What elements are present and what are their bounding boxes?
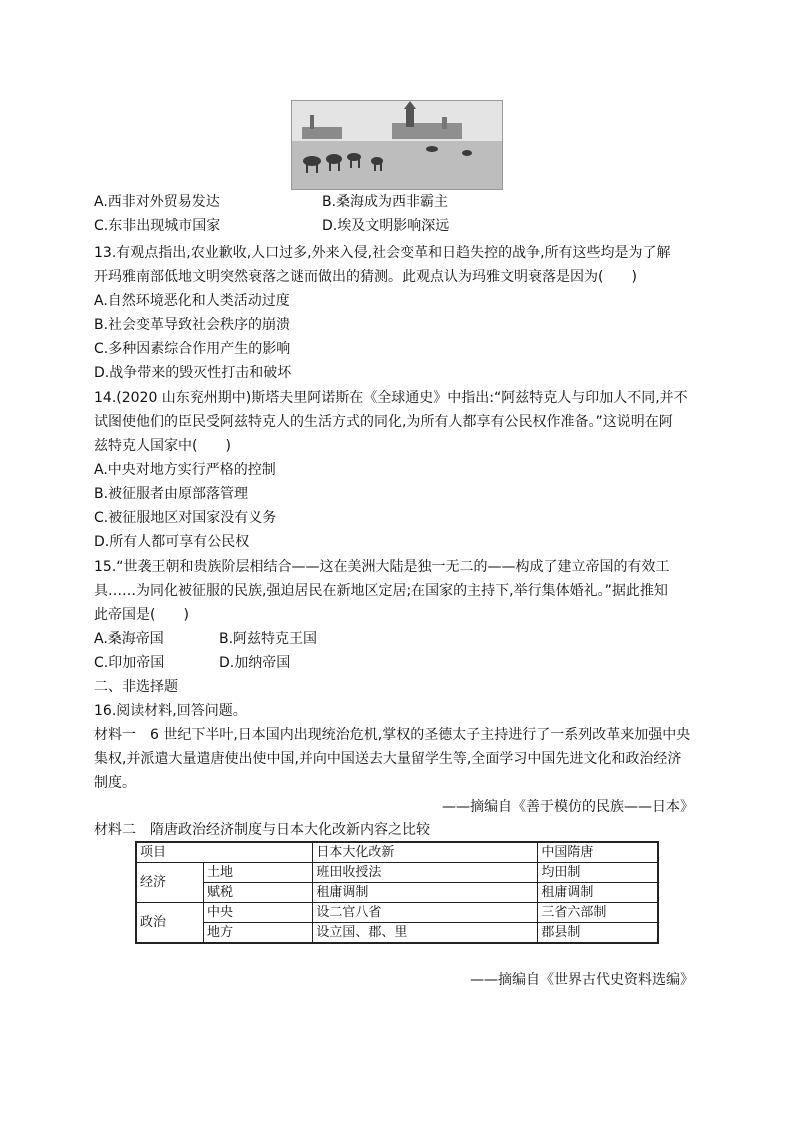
desert-city-caravan-image [292, 101, 502, 189]
table-row [136, 863, 658, 883]
header-cell-japan: 日本大化改新 [313, 842, 538, 863]
cell-china: 郡县制 [538, 923, 658, 944]
table-row [136, 903, 658, 923]
q14-option-b: B.被征服者由原部落管理 [94, 486, 249, 502]
q16-stem: 16.阅读材料,回答问题。 [94, 703, 247, 719]
q13-stem-line2: 开玛雅南部低地文明突然衰落之谜而做出的猜测。此观点认为玛雅文明衰落是因为( ) [94, 269, 637, 285]
q15-option-a: A.桑海帝国 [94, 631, 164, 647]
q13-option-c: C.多种因素综合作用产生的影响 [94, 341, 291, 357]
comparison-table [135, 841, 659, 944]
table-row [136, 923, 658, 944]
q14-stem-line2: 试图使他们的臣民受阿兹特克人的生活方式的同化,为所有人都享有公民权作准备。”这说明在阿 [94, 414, 673, 430]
q14-option-d: D.所有人都可享有公民权 [94, 534, 250, 550]
q13-option-b: B.社会变革导致社会秩序的崩溃 [94, 317, 291, 333]
cell-japan: 租庸调制 [313, 883, 538, 903]
q14-option-c: C.被征服地区对国家没有义务 [94, 510, 277, 526]
q15-stem-line3: 此帝国是( ) [94, 607, 189, 623]
row-label: 中央 [204, 903, 313, 923]
material1-source: ——摘编自《善于模仿的民族——日本》 [442, 799, 694, 815]
cell-japan: 班田收授法 [313, 863, 538, 883]
q13-option-d: D.战争带来的毁灭性打击和破坏 [94, 365, 292, 381]
material1-line3: 制度。 [94, 775, 136, 791]
cell-china: 租庸调制 [538, 883, 658, 903]
q13-option-a: A.自然环境恶化和人类活动过度 [94, 293, 290, 309]
q15-stem-line2: 具……为同化被征服的民族,强迫居民在新地区定居;在国家的主持下,举行集体婚礼。”据此推知 [94, 583, 668, 599]
q15-option-b: B.阿兹特克王国 [219, 631, 318, 647]
section-heading: 二、非选择题 [94, 679, 178, 695]
group-cell-economy: 经济 [136, 863, 204, 903]
row-label: 赋税 [204, 883, 313, 903]
q15-stem-line1: 15.“世袭王朝和贵族阶层相结合——这在美洲大陆是独一无二的——构成了建立帝国的有效工 [94, 559, 670, 575]
material2-title: 材料二 隋唐政治经济制度与日本大化改新内容之比较 [94, 822, 430, 838]
q12-option-c: C.东非出现城市国家 [94, 218, 221, 234]
material2-source: ——摘编自《世界古代史资料选编》 [470, 972, 694, 988]
group-cell-politics: 政治 [136, 903, 204, 944]
header-cell-china: 中国隋唐 [538, 842, 658, 863]
q12-option-d: D.埃及文明影响深远 [322, 218, 450, 234]
cell-japan: 设二官八省 [313, 903, 538, 923]
cell-china: 均田制 [538, 863, 658, 883]
material1-line1: 材料一 6 世纪下半叶,日本国内出现统治危机,掌权的圣德太子主持进行了一系列改革来加强中央 [94, 727, 691, 743]
q15-option-d: D.加纳帝国 [219, 655, 291, 671]
q15-option-c: C.印加帝国 [94, 655, 165, 671]
q14-stem-line1: 14.(2020 山东兖州期中)斯塔夫里阿诺斯在《全球通史》中指出:“阿兹特克人与印加人不同,并不 [94, 390, 688, 406]
cell-china: 三省六部制 [538, 903, 658, 923]
caravan-illustration [291, 100, 503, 190]
q12-option-a: A.西非对外贸易发达 [94, 194, 220, 210]
q13-stem-line1: 13.有观点指出,农业歉收,人口过多,外来入侵,社会变革和日趋失控的战争,所有这些均是为了解 [94, 245, 671, 261]
table-header-row [136, 842, 658, 863]
q14-option-a: A.中央对地方实行严格的控制 [94, 462, 276, 478]
material1-line2: 集权,并派遣大量遣唐使出使中国,并向中国送去大量留学生等,全面学习中国先进文化和政治经济 [94, 751, 682, 767]
table-row [136, 883, 658, 903]
header-cell-item: 项目 [136, 842, 313, 863]
cell-japan: 设立国、郡、里 [313, 923, 538, 944]
q14-stem-line3: 兹特克人国家中( ) [94, 438, 231, 454]
q12-option-b: B.桑海成为西非霸主 [322, 194, 449, 210]
row-label: 地方 [204, 923, 313, 944]
row-label: 土地 [204, 863, 313, 883]
